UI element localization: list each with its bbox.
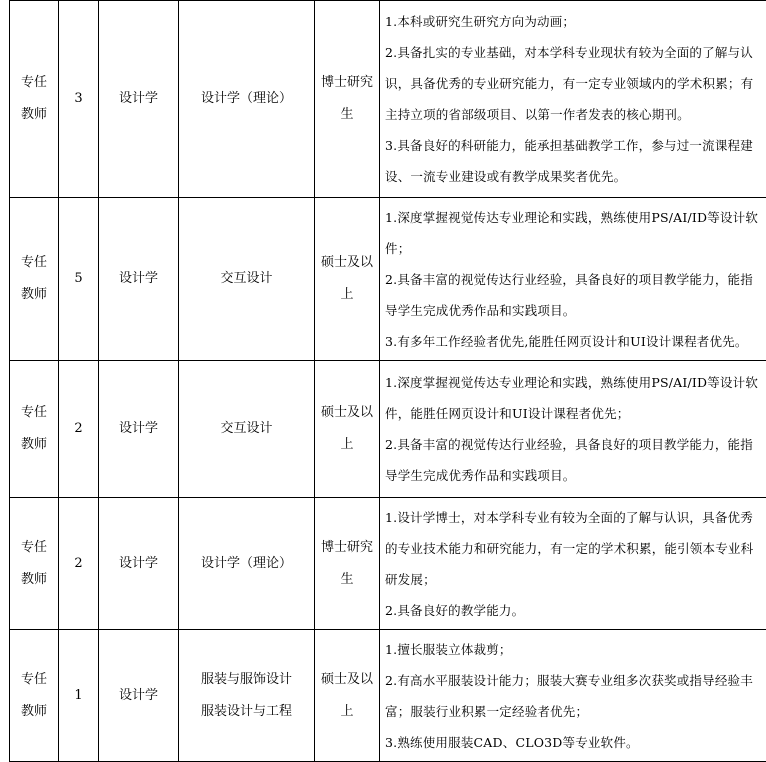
table-body bbox=[10, 1, 766, 762]
category-cell bbox=[10, 498, 59, 630]
direction-text: 服装设计与工程 bbox=[179, 696, 314, 728]
degree-cell-text: 硕士及以上 bbox=[315, 247, 379, 311]
degree-cell-text: 博士研究生 bbox=[315, 532, 379, 596]
discipline-cell-text: 设计学 bbox=[99, 548, 178, 580]
direction-cell bbox=[179, 361, 315, 498]
category-cell-text: 专任教师 bbox=[10, 67, 58, 131]
direction-cell bbox=[179, 198, 315, 361]
requirement-item: 3.具备良好的科研能力，能承担基础教学工作，参与过一流课程建设、一流专业建设或有教学成果奖者优先。 bbox=[385, 130, 765, 192]
discipline-cell bbox=[99, 361, 179, 498]
requirements-cell bbox=[380, 361, 766, 498]
degree-cell bbox=[315, 630, 380, 762]
count-cell-text: 5 bbox=[59, 263, 98, 295]
category-cell-text: 专任教师 bbox=[10, 397, 58, 461]
requirement-item: 1.深度掌握视觉传达专业理论和实践，熟练使用PS/AI/ID等设计软件，能胜任网页设计和UI设计课程者优先； bbox=[385, 367, 765, 429]
recruitment-table bbox=[9, 0, 766, 762]
category-cell bbox=[10, 630, 59, 762]
category-cell bbox=[10, 361, 59, 498]
requirements-cell bbox=[380, 198, 766, 361]
category-cell bbox=[10, 198, 59, 361]
direction-text: 服装与服饰设计 bbox=[179, 664, 314, 696]
count-cell-text: 2 bbox=[59, 548, 98, 580]
direction-text: 设计学（理论） bbox=[179, 548, 314, 580]
discipline-cell-text: 设计学 bbox=[99, 83, 178, 115]
requirement-item: 2.有高水平服装设计能力；服装大赛专业组多次获奖或指导经验丰富；服装行业积累一定经验者优先； bbox=[385, 665, 765, 727]
requirement-item: 2.具备丰富的视觉传达行业经验，具备良好的项目教学能力，能指导学生完成优秀作品和实践项目。 bbox=[385, 264, 765, 326]
direction-cell bbox=[179, 1, 315, 198]
direction-text: 设计学（理论） bbox=[179, 83, 314, 115]
requirements-cell bbox=[380, 498, 766, 630]
discipline-cell-text: 设计学 bbox=[99, 413, 178, 445]
count-cell bbox=[59, 1, 99, 198]
requirement-item: 1.擅长服装立体裁剪； bbox=[385, 634, 765, 665]
category-cell-text: 专任教师 bbox=[10, 664, 58, 728]
requirement-item: 3.熟练使用服装CAD、CLO3D等专业软件。 bbox=[385, 727, 765, 758]
count-cell bbox=[59, 361, 99, 498]
table-row bbox=[10, 198, 766, 361]
requirements-cell bbox=[380, 1, 766, 198]
table-row bbox=[10, 498, 766, 630]
discipline-cell-text: 设计学 bbox=[99, 263, 178, 295]
direction-cell bbox=[179, 630, 315, 762]
count-cell bbox=[59, 630, 99, 762]
requirement-item: 1.设计学博士，对本学科专业有较为全面的了解与认识，具备优秀的专业技术能力和研究能力，有一定的学术积累，能引领本专业科研发展； bbox=[385, 502, 765, 595]
discipline-cell bbox=[99, 1, 179, 198]
table-row bbox=[10, 1, 766, 198]
count-cell-text: 3 bbox=[59, 83, 98, 115]
discipline-cell bbox=[99, 630, 179, 762]
degree-cell-text: 硕士及以上 bbox=[315, 664, 379, 728]
discipline-cell bbox=[99, 498, 179, 630]
discipline-cell-text: 设计学 bbox=[99, 680, 178, 712]
requirement-item: 1.深度掌握视觉传达专业理论和实践，熟练使用PS/AI/ID等设计软件； bbox=[385, 202, 765, 264]
requirement-item: 2.具备扎实的专业基础，对本学科专业现状有较为全面的了解与认识，具备优秀的专业研究能力，有一定专业领域内的学术积累；有主持立项的省部级项目、以第一作者发表的核心期刊。 bbox=[385, 37, 765, 130]
direction-text: 交互设计 bbox=[179, 263, 314, 295]
degree-cell bbox=[315, 198, 380, 361]
table-row bbox=[10, 630, 766, 762]
category-cell bbox=[10, 1, 59, 198]
count-cell bbox=[59, 198, 99, 361]
requirement-item: 2.具备良好的教学能力。 bbox=[385, 595, 765, 626]
requirement-item: 3.有多年工作经验者优先,能胜任网页设计和UI设计课程者优先。 bbox=[385, 326, 765, 357]
requirement-item: 2.具备丰富的视觉传达行业经验，具备良好的项目教学能力，能指导学生完成优秀作品和实践项目。 bbox=[385, 429, 765, 491]
count-cell-text: 2 bbox=[59, 413, 98, 445]
requirement-item: 1.本科或研究生研究方向为动画； bbox=[385, 6, 765, 37]
discipline-cell bbox=[99, 198, 179, 361]
degree-cell-text: 博士研究生 bbox=[315, 67, 379, 131]
direction-cell bbox=[179, 498, 315, 630]
requirements-cell bbox=[380, 630, 766, 762]
category-cell-text: 专任教师 bbox=[10, 247, 58, 311]
direction-text: 交互设计 bbox=[179, 413, 314, 445]
count-cell-text: 1 bbox=[59, 680, 98, 712]
count-cell bbox=[59, 498, 99, 630]
degree-cell bbox=[315, 361, 380, 498]
degree-cell bbox=[315, 498, 380, 630]
degree-cell-text: 硕士及以上 bbox=[315, 397, 379, 461]
category-cell-text: 专任教师 bbox=[10, 532, 58, 596]
degree-cell bbox=[315, 1, 380, 198]
table-row bbox=[10, 361, 766, 498]
